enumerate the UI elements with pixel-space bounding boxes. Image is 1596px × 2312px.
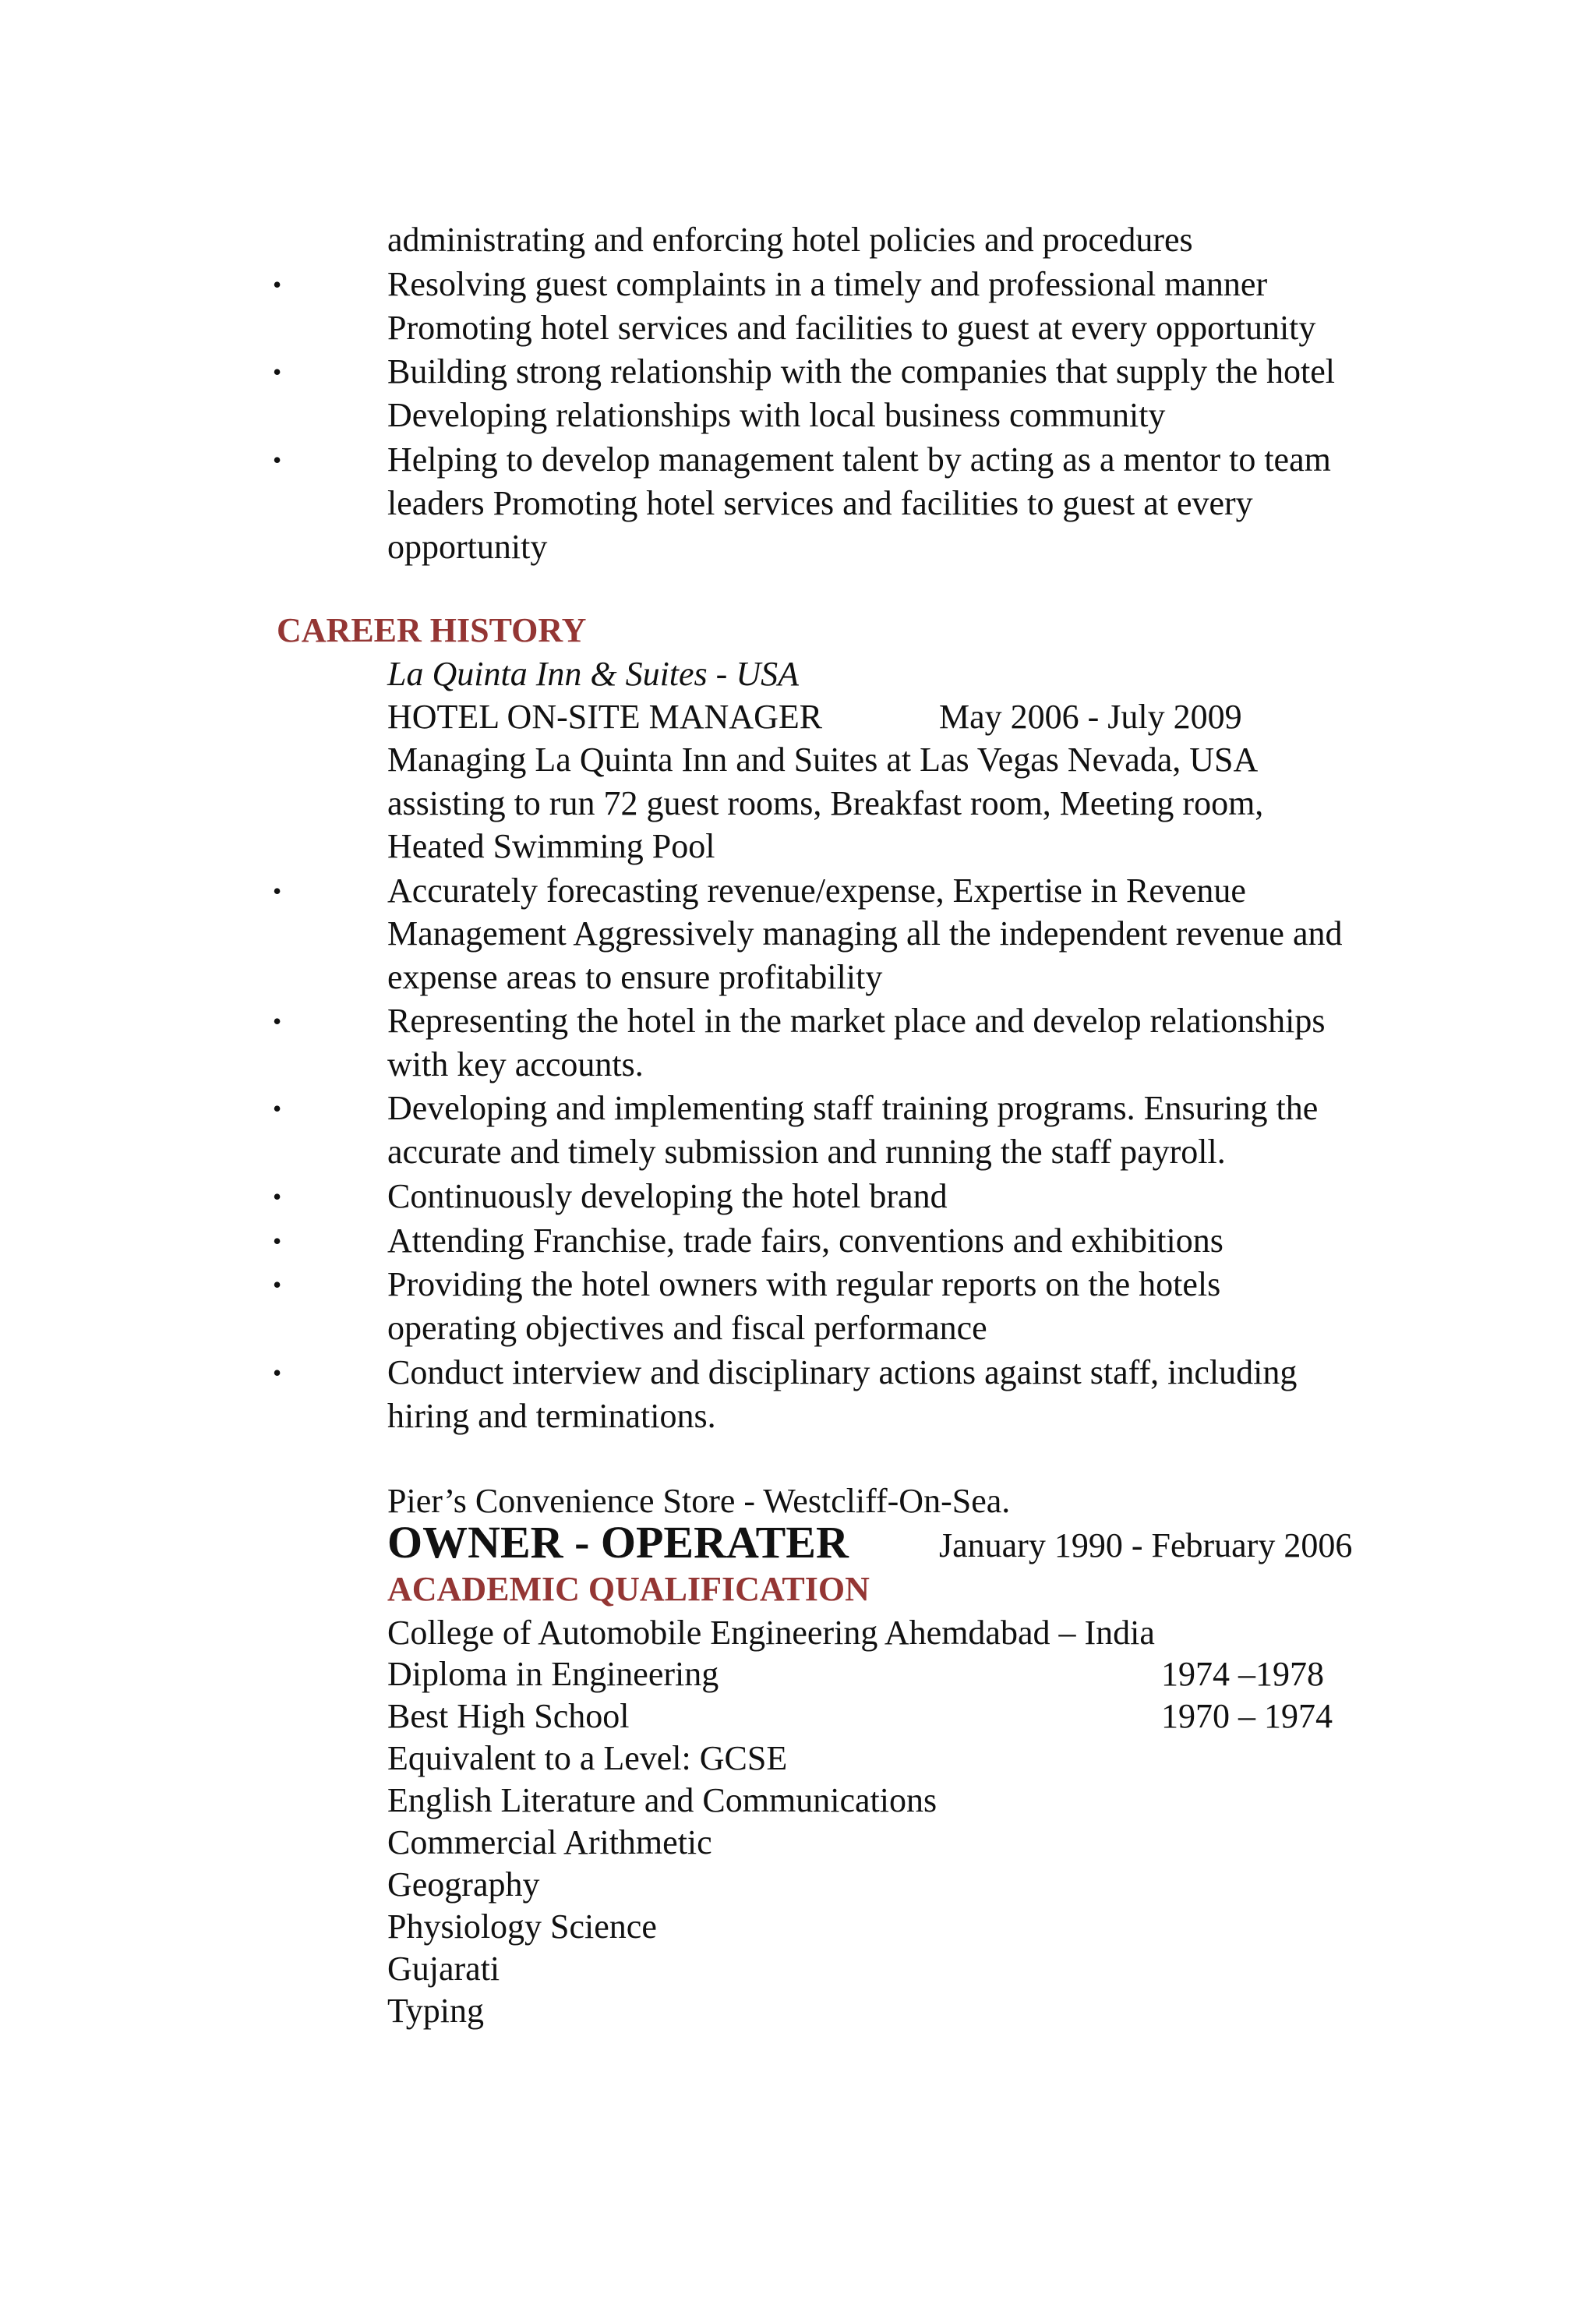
duty-line: Helping to develop management talent by acting as a mentor to team (387, 440, 1331, 479)
subject-line: Geography (387, 1865, 540, 1904)
job1-bullet-line: hiring and terminations. (387, 1397, 716, 1435)
job1-bullet-line: Developing and implementing staff training programs. Ensuring the (387, 1089, 1319, 1127)
job1-summary-line: assisting to run 72 guest rooms, Breakfast room, Meeting room, (387, 784, 1264, 822)
qualification-years: 1974 –1978 (1161, 1655, 1324, 1693)
job1-bullet-line: Providing the hotel owners with regular reports on the hotels (387, 1265, 1221, 1303)
job2-dates: January 1990 - February 2006 (939, 1526, 1353, 1564)
job1-summary-line: Managing La Quinta Inn and Suites at Las Vegas Nevada, USA (387, 741, 1259, 779)
duty-line: Developing relationships with local business community (387, 396, 1166, 434)
career-history-heading: CAREER HISTORY (277, 611, 587, 649)
subject-line: Typing (387, 1992, 485, 2030)
bullet-icon: • (273, 446, 282, 474)
duty-line: Resolving guest complaints in a timely and professional manner (387, 265, 1268, 303)
duty-line: Promoting hotel services and facilities to guest at every opportunity (387, 309, 1316, 347)
job1-summary-line: Heated Swimming Pool (387, 827, 715, 865)
job1-bullet-line: accurate and timely submission and running the staff payroll. (387, 1133, 1226, 1171)
bullet-icon: • (273, 1183, 282, 1211)
bullet-icon: • (273, 1007, 282, 1035)
subject-line: English Literature and Communications (387, 1781, 937, 1819)
job1-dates: May 2006 - July 2009 (939, 698, 1242, 736)
duty-line: administrating and enforcing hotel policies and procedures (387, 221, 1193, 259)
bullet-icon: • (273, 270, 282, 299)
qualification-years: 1970 – 1974 (1161, 1697, 1333, 1735)
subject-line: Physiology Science (387, 1907, 657, 1946)
bullet-icon: • (273, 1094, 282, 1122)
subject-line: Commercial Arithmetic (387, 1823, 712, 1861)
job1-bullet-line: Management Aggressively managing all the independent revenue and (387, 914, 1343, 953)
bullet-icon: • (273, 1227, 282, 1255)
subject-line: Gujarati (387, 1950, 500, 1988)
job1-bullet-line: Attending Franchise, trade fairs, conventions and exhibitions (387, 1221, 1223, 1260)
bullet-icon: • (273, 1271, 282, 1299)
duty-line: opportunity (387, 528, 548, 566)
job1-employer: La Quinta Inn & Suites - USA (387, 655, 799, 693)
subject-line: Equivalent to a Level: GCSE (387, 1739, 788, 1777)
qualification-label: Best High School (387, 1697, 630, 1735)
job2-title: OWNER - OPERATER (387, 1517, 849, 1568)
college-line: College of Automobile Engineering Ahemdabad – India (387, 1614, 1155, 1652)
job1-bullet-line: Accurately forecasting revenue/expense, Expertise in Revenue (387, 871, 1246, 910)
job1-bullet-line: operating objectives and fiscal performance (387, 1309, 987, 1347)
job1-title: HOTEL ON-SITE MANAGER (387, 698, 823, 736)
bullet-icon: • (273, 358, 282, 386)
job1-bullet-line: Continuously developing the hotel brand (387, 1177, 948, 1215)
bullet-icon: • (273, 877, 282, 905)
job1-bullet-line: Conduct interview and disciplinary actions against staff, including (387, 1353, 1298, 1391)
job2-employer: Pier’s Convenience Store - Westcliff-On-Sea. (387, 1482, 1011, 1520)
academic-heading: ACADEMIC QUALIFICATION (387, 1570, 870, 1608)
bullet-icon: • (273, 1359, 282, 1387)
job1-bullet-line: with key accounts. (387, 1045, 644, 1084)
duty-line: leaders Promoting hotel services and facilities to guest at every (387, 484, 1253, 522)
qualification-label: Diploma in Engineering (387, 1655, 719, 1693)
duty-line: Building strong relationship with the companies that supply the hotel (387, 352, 1335, 391)
job1-bullet-line: Representing the hotel in the market place and develop relationships (387, 1002, 1326, 1040)
job1-bullet-line: expense areas to ensure profitability (387, 958, 883, 996)
